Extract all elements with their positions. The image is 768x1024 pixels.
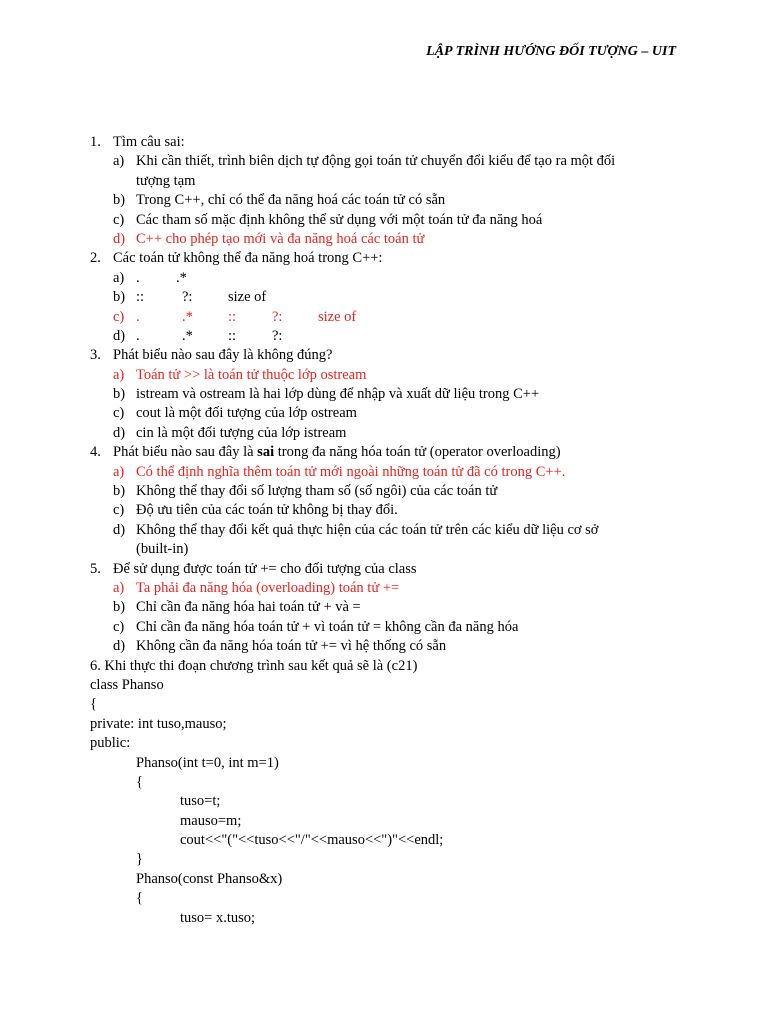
- code-line: {: [136, 890, 143, 907]
- question-text: Phát biểu nào sau đây là: [113, 444, 258, 461]
- code-line: {: [136, 773, 143, 790]
- option-text: cout là một đối tượng của lớp ostream: [136, 405, 357, 422]
- option-text: Độ ưu tiên của các toán tử không bị thay đổi.: [136, 502, 398, 519]
- option-text: Các tham số mặc định không thể sử dụng với một toán tử đa năng hoá: [136, 211, 543, 228]
- option-text: Không cần đa năng hóa toán tử += vì hệ thống có sẵn: [136, 638, 447, 655]
- question-3: [90, 346, 690, 365]
- q2-option-b: [90, 288, 690, 307]
- q3-option-d: [90, 424, 690, 443]
- operator-token: .: [136, 327, 140, 344]
- option-label: c): [113, 502, 125, 519]
- option-text: Ta phải đa năng hóa (overloading) toán tử +=: [136, 579, 400, 596]
- q1-option-b: [90, 191, 690, 210]
- option-label: d): [113, 521, 126, 538]
- code-line: class Phanso: [90, 676, 164, 693]
- question-6: 6. Khi thực thi đoạn chương trình sau kết quả sẽ là (c21): [90, 657, 418, 674]
- option-label: a): [113, 463, 125, 480]
- q5-option-b: [90, 598, 690, 617]
- q4-option-d: [90, 521, 690, 540]
- option-label: c): [113, 211, 125, 228]
- operator-token: size of: [228, 289, 267, 306]
- q3-option-a-answer: [90, 366, 690, 385]
- operator-token: ?:: [272, 308, 283, 325]
- code-line: mauso=m;: [180, 812, 242, 829]
- option-text: Chỉ cần đa năng hóa hai toán tử + và =: [136, 599, 361, 616]
- q5-option-d: [90, 637, 690, 656]
- option-text: Có thể định nghĩa thêm toán tử mới ngoài những toán tử đã có trong C++.: [136, 463, 566, 480]
- question-5: [90, 560, 690, 579]
- q1-option-d-answer: [90, 230, 690, 249]
- q1-option-a: [90, 152, 690, 171]
- option-label: a): [113, 579, 125, 596]
- code-line: Phanso(const Phanso&x): [136, 870, 283, 887]
- question-2: [90, 249, 690, 268]
- operator-token: .*: [182, 308, 193, 325]
- q3-option-c: [90, 404, 690, 423]
- question-number: 3.: [90, 347, 101, 364]
- question-1: [90, 133, 690, 152]
- option-label: b): [113, 599, 126, 616]
- page-header: LẬP TRÌNH HƯỚNG ĐỐI TƯỢNG – UIT: [426, 44, 676, 59]
- q1-option-a-continued: tượng tạm: [136, 172, 196, 189]
- q2-option-a: [90, 269, 690, 288]
- question-number: 2.: [90, 250, 101, 267]
- option-label: c): [113, 308, 125, 325]
- operator-token: .*: [182, 327, 193, 344]
- option-label: d): [113, 230, 126, 247]
- q2-option-c-answer: [90, 308, 690, 327]
- code-line: private: int tuso,mauso;: [90, 715, 227, 732]
- option-label: d): [113, 327, 126, 344]
- q1-option-c: [90, 211, 690, 230]
- question-number: 5.: [90, 560, 101, 577]
- option-label: b): [113, 192, 126, 209]
- question-text: Tìm câu sai:: [113, 134, 185, 150]
- code-line: tuso= x.tuso;: [180, 909, 256, 926]
- code-line: Phanso(int t=0, int m=1): [136, 754, 279, 771]
- question-text: Các toán tử không thể đa năng hoá trong C++:: [113, 250, 383, 267]
- question-list: [90, 133, 690, 928]
- option-label: a): [113, 269, 125, 286]
- operator-token: ?:: [272, 327, 283, 344]
- option-text: Trong C++, chỉ có thể đa năng hoá các toán tử có sẵn: [136, 192, 446, 209]
- question-number: 1.: [90, 134, 101, 150]
- q4-option-b: [90, 482, 690, 501]
- option-label: c): [113, 405, 125, 422]
- operator-token: .: [136, 269, 140, 286]
- option-text: Không thể thay đổi kết quả thực hiện của các toán tử trên các kiểu dữ liệu cơ sở: [136, 521, 599, 538]
- q4-option-c: [90, 501, 690, 520]
- operator-token: .*: [176, 269, 187, 286]
- question-text: trong đa năng hóa toán tử (operator overloading): [274, 444, 561, 461]
- option-label: a): [113, 366, 125, 383]
- q2-option-d: [90, 327, 690, 346]
- question-number: 4.: [90, 444, 101, 461]
- option-label: d): [113, 424, 126, 441]
- q5-option-a-answer: [90, 579, 690, 598]
- option-text: C++ cho phép tạo mới và đa năng hoá các toán tử: [136, 230, 425, 247]
- option-text: Toán tử >> là toán tử thuộc lớp ostream: [136, 366, 367, 383]
- code-line: public:: [90, 735, 131, 752]
- q4-option-a-answer: [90, 463, 690, 482]
- q5-option-c: [90, 618, 690, 637]
- code-line: }: [136, 851, 143, 868]
- option-label: c): [113, 618, 125, 635]
- option-text: cin là một đối tượng của lớp istream: [136, 424, 347, 441]
- code-line: tuso=t;: [180, 793, 221, 810]
- code-line: cout<<"("<<tuso<<"/"<<mauso<<")"<<endl;: [180, 832, 444, 849]
- operator-token: ::: [136, 289, 145, 306]
- question-text: Để sử dụng được toán tử += cho đối tượng của class: [113, 560, 417, 577]
- operator-token: .: [136, 308, 140, 325]
- operator-token: ?:: [182, 289, 193, 306]
- option-text: Chỉ cần đa năng hóa toán tử + vì toán tử = không cần đa năng hóa: [136, 618, 519, 635]
- option-label: a): [113, 153, 125, 170]
- option-label: b): [113, 483, 126, 500]
- option-text: istream và ostream là hai lớp dùng để nhập và xuất dữ liệu trong C++: [136, 386, 540, 403]
- option-label: b): [113, 386, 126, 403]
- question-text-emphasis: sai: [257, 444, 275, 461]
- q4-option-d-continued: (built-in): [136, 541, 189, 558]
- q3-option-b: [90, 385, 690, 404]
- question-4: [90, 443, 690, 462]
- question-text: Phát biểu nào sau đây là không đúng?: [113, 347, 333, 364]
- option-text: Không thể thay đổi số lượng tham số (số ngôi) của các toán tử: [136, 483, 498, 500]
- option-label: b): [113, 289, 126, 306]
- operator-token: size of: [318, 308, 357, 325]
- option-text: Khi cần thiết, trình biên dịch tự động gọi toán tử chuyển đổi kiểu để tạo ra một đối: [136, 153, 616, 170]
- code-line: {: [90, 696, 97, 713]
- operator-token: ::: [228, 308, 237, 325]
- option-label: d): [113, 638, 126, 655]
- operator-token: ::: [228, 327, 237, 344]
